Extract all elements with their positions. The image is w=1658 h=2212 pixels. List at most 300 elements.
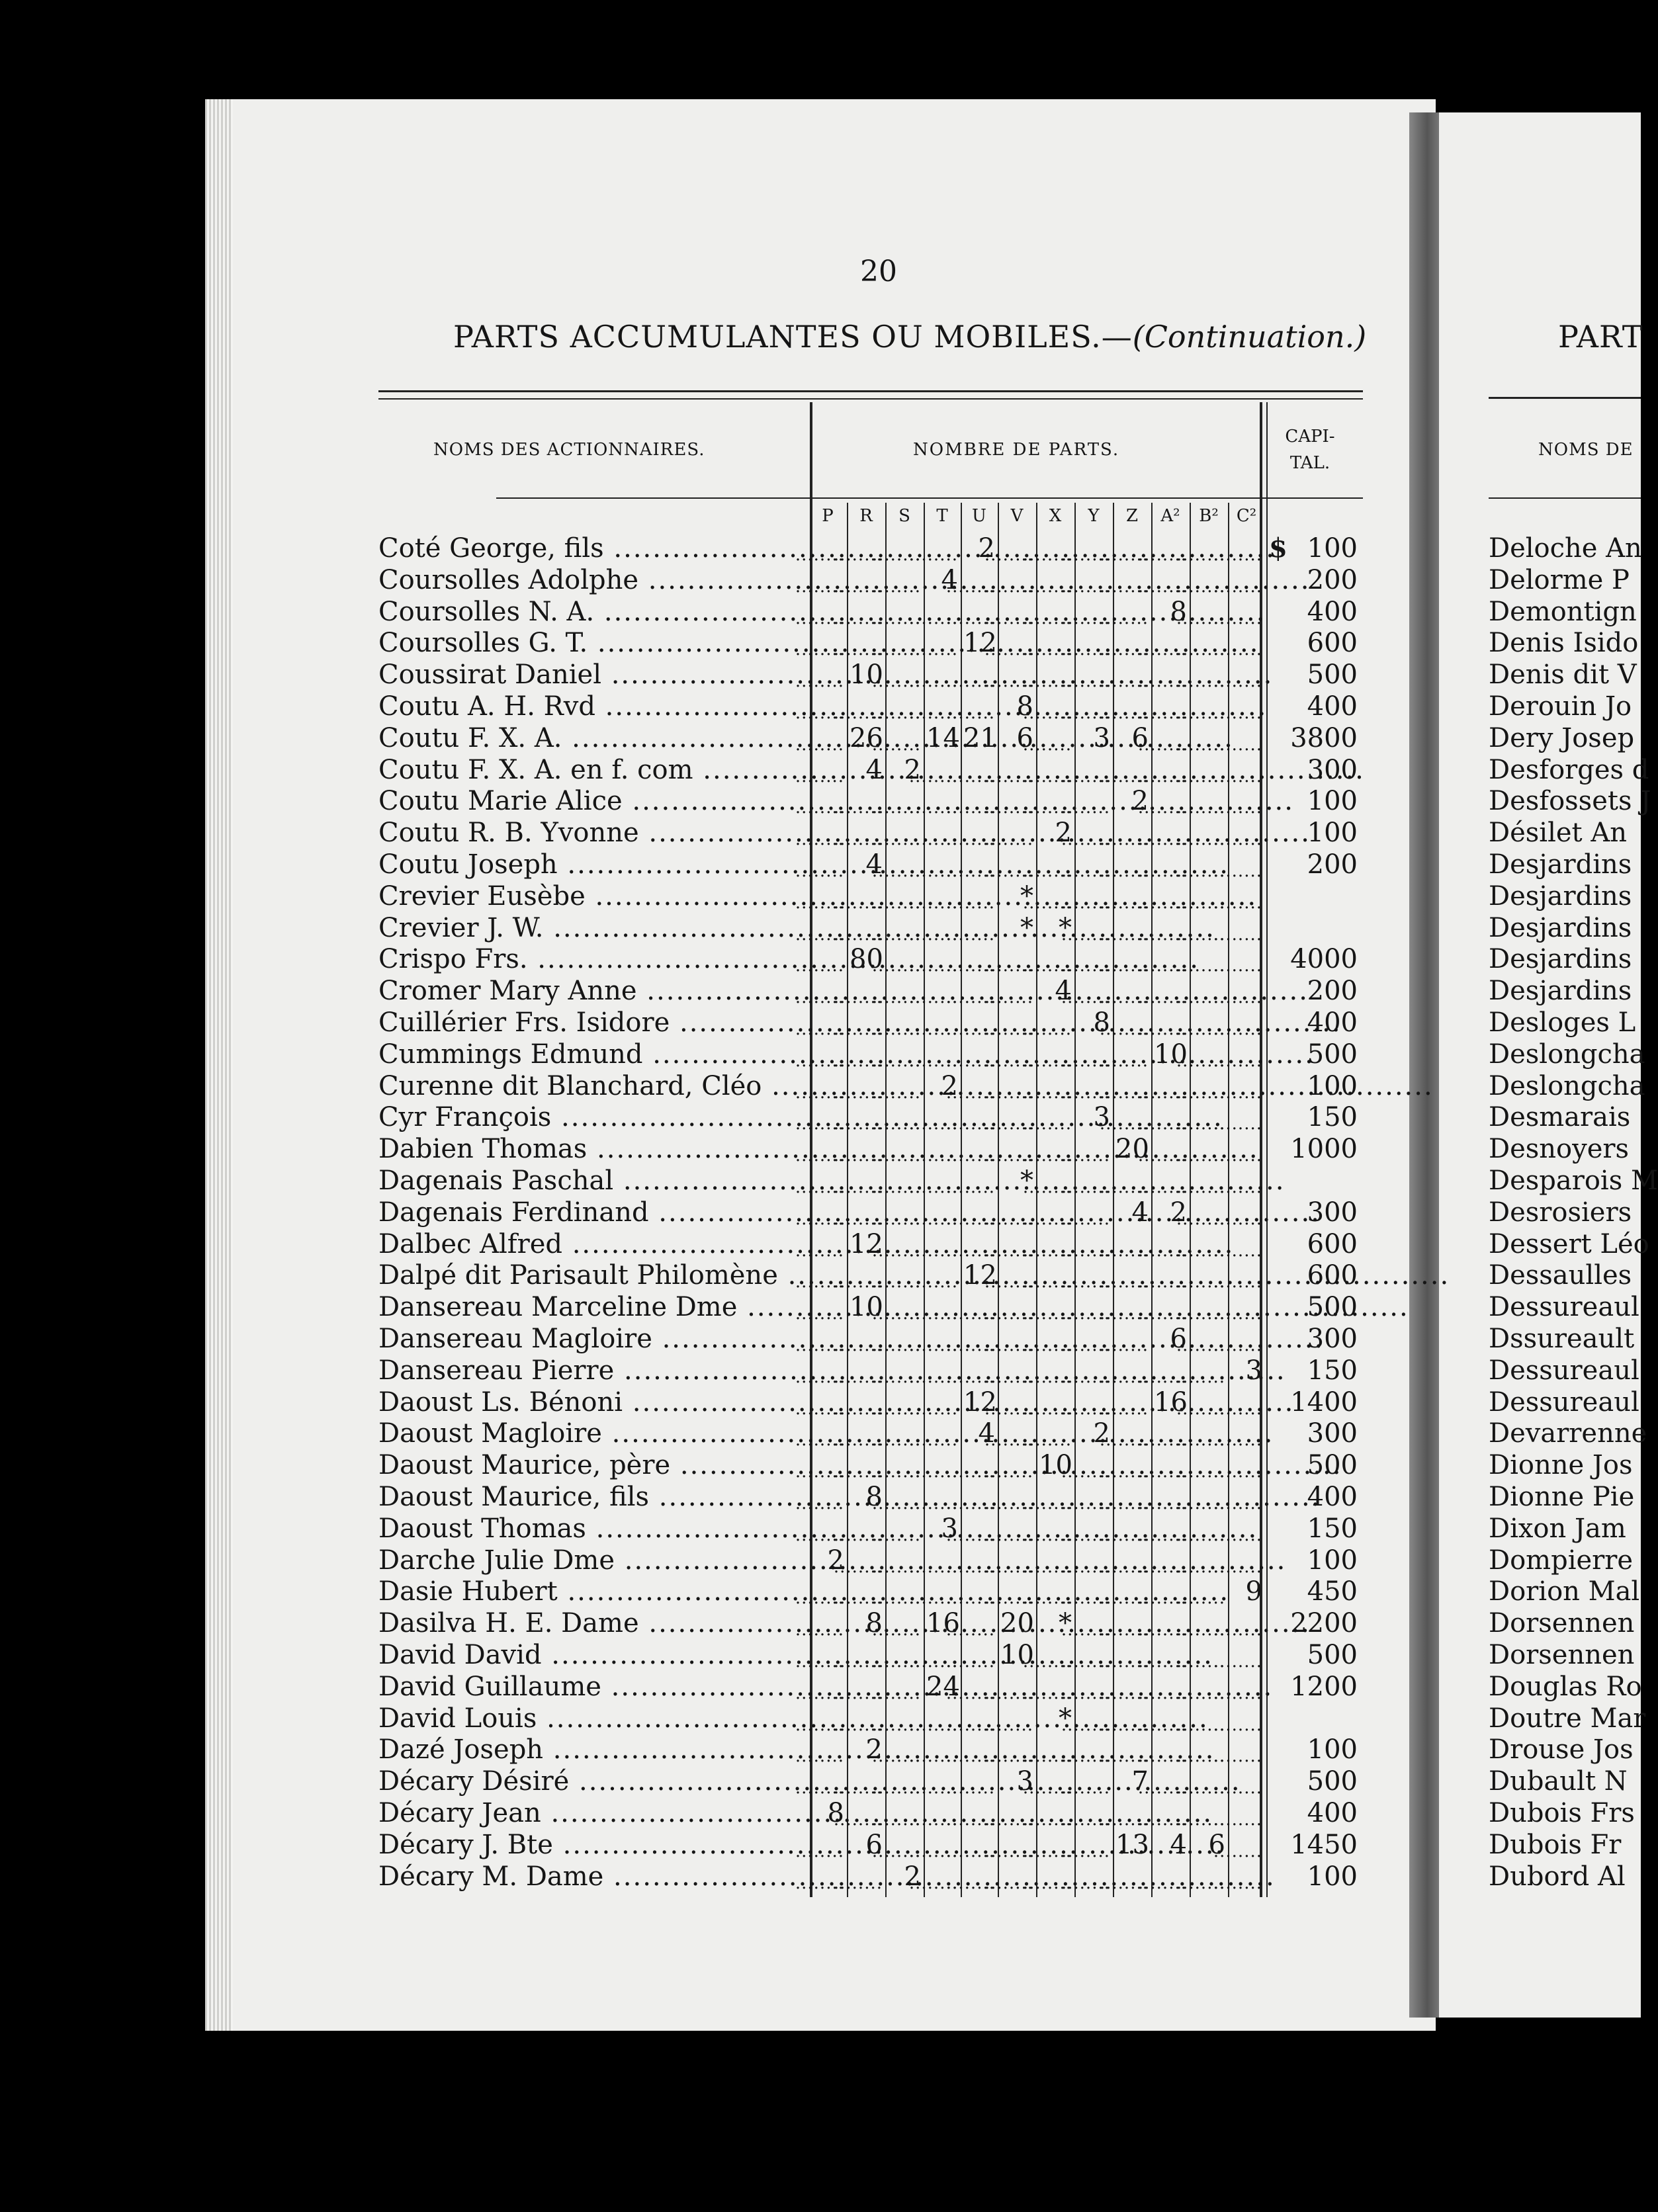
table-row: [0, 912, 1409, 944]
table-row: [0, 532, 1409, 564]
right-page-name: Dixon Jam: [1489, 1513, 1626, 1544]
share-count-cell: [1231, 1259, 1262, 1291]
shareholder-name: Coutu F. X. A. en f. com .....: [378, 754, 808, 786]
share-count-cell: [1231, 1671, 1262, 1703]
shareholder-name: Cummings Edmund .....: [378, 1039, 808, 1070]
shareholder-name: Daoust Maurice, fils .....: [378, 1481, 808, 1513]
right-page-name: Desparois M: [1489, 1166, 1658, 1196]
share-count-cell: [1231, 596, 1262, 628]
right-page-name: Désilet An: [1489, 818, 1627, 849]
right-page-name: Deslongcha: [1489, 1039, 1645, 1070]
share-count-cell: [1231, 1197, 1262, 1228]
capital-value: 150: [1307, 1102, 1358, 1133]
table-row: [0, 880, 1409, 912]
shareholder-name: Dansereau Pierre .....: [378, 1355, 808, 1386]
share-count-cell: [963, 691, 995, 722]
share-count-cell: 6: [1170, 1324, 1187, 1354]
share-count-cell: 2: [1131, 786, 1149, 817]
share-count-cell: [1231, 1829, 1262, 1861]
right-page-name: Desjardins: [1489, 912, 1632, 943]
shareholder-name: Dasie Hubert .....: [378, 1576, 808, 1607]
share-count-cell: [963, 1765, 995, 1797]
column-letter: P: [822, 506, 834, 526]
table-row: [0, 691, 1409, 722]
right-page-name: Delorme P: [1489, 564, 1630, 595]
share-count-cell: 4: [1170, 1829, 1187, 1860]
table-row: [0, 1576, 1409, 1607]
book-spine: [1409, 112, 1439, 2018]
shareholder-name: Daoust Thomas .....: [378, 1513, 808, 1545]
share-count-cell: 10: [1000, 1640, 1034, 1670]
share-count-cell: [1231, 1323, 1262, 1355]
header-bottom-rule: [496, 497, 1363, 499]
share-count-cell: 4: [1131, 1197, 1149, 1228]
share-count-cell: 12: [963, 1386, 997, 1418]
capital-value: 600: [1307, 1228, 1358, 1259]
capital-value: 1450: [1290, 1829, 1358, 1860]
share-count-cell: [1231, 627, 1262, 659]
share-count-cell: [1115, 1039, 1149, 1070]
shareholder-name: Crevier Eusèbe .....: [378, 880, 808, 912]
right-page-name: Devarrenne: [1489, 1418, 1647, 1449]
share-count-cell: 2: [827, 1545, 844, 1576]
table-row: [0, 1165, 1409, 1197]
right-page-names-header: NOMS DE: [1538, 440, 1634, 460]
share-count-cell: [1231, 1797, 1262, 1829]
column-letter: Y: [1088, 506, 1100, 526]
page-number: 20: [860, 255, 897, 288]
shareholder-name: Cyr François .....: [378, 1101, 808, 1133]
share-count-cell: [963, 912, 995, 944]
shareholder-name: Coutu A. H. Rvd .....: [378, 691, 808, 722]
shareholder-name: Cuillérier Frs. Isidore .....: [378, 1007, 808, 1039]
share-count-cell: [1115, 1386, 1149, 1418]
table-row: [0, 1386, 1409, 1418]
share-count-cell: *: [1020, 880, 1033, 912]
table-row: [0, 596, 1409, 628]
share-count-cell: 16: [926, 1608, 960, 1639]
column-letter: V: [1010, 506, 1024, 526]
share-count-cell: 10: [850, 659, 883, 691]
share-count-cell: *: [1020, 912, 1033, 943]
share-count-cell: *: [1020, 1166, 1033, 1196]
share-count-cell: [811, 722, 844, 754]
share-count-cell: [850, 1861, 883, 1893]
share-count-cell: 16: [1154, 1386, 1188, 1418]
shareholder-name: Dabien Thomas .....: [378, 1133, 808, 1165]
table-row: [0, 1418, 1409, 1449]
table-row: [0, 1228, 1409, 1260]
shareholder-name: Dansereau Magloire .....: [378, 1323, 808, 1355]
share-count-cell: 8: [865, 1608, 883, 1639]
share-count-cell: [1231, 1228, 1262, 1260]
share-count-cell: [1231, 1765, 1262, 1797]
right-page-name: Desrosiers: [1489, 1197, 1632, 1228]
right-page-name: Demontign: [1489, 596, 1637, 627]
table-row: [0, 1197, 1409, 1228]
shareholder-name: David David .....: [378, 1639, 808, 1671]
share-count-cell: [1231, 722, 1262, 754]
share-count-cell: [1231, 1639, 1262, 1671]
right-page-name: Desloges L: [1489, 1007, 1636, 1038]
share-count-cell: [1077, 1829, 1110, 1861]
shareholder-name: Coutu R. B. Yvonne .....: [378, 817, 808, 849]
right-page-name: Denis dit V: [1489, 659, 1637, 691]
share-count-cell: 6: [1208, 1829, 1225, 1860]
capital-value: 300: [1307, 1197, 1358, 1228]
share-count-cell: 8: [1170, 596, 1187, 627]
share-count-cell: 8: [1093, 1007, 1110, 1038]
right-page-name: Dubois Fr: [1489, 1829, 1622, 1860]
share-count-cell: 20: [1115, 1134, 1149, 1165]
shareholder-name: Darche Julie Dme .....: [378, 1545, 808, 1576]
share-count-cell: 21: [963, 722, 997, 753]
table-row: [0, 1291, 1409, 1323]
table-top-rule: [378, 390, 1363, 392]
capital-value: 200: [1307, 564, 1358, 595]
table-row: [0, 1007, 1409, 1039]
table-row: [0, 564, 1409, 596]
column-letter: A²: [1160, 506, 1180, 526]
shareholder-name: Dagenais Paschal .....: [378, 1165, 808, 1197]
currency-symbol: $: [1269, 532, 1287, 564]
share-count-cell: 2: [1055, 818, 1072, 849]
share-count-cell: [926, 1418, 958, 1449]
capital-value: 400: [1307, 596, 1358, 627]
right-page-name: Drouse Jos: [1489, 1734, 1634, 1765]
shareholder-name: Décary Désiré .....: [378, 1765, 808, 1797]
share-count-cell: 12: [963, 1260, 997, 1291]
share-count-cell: [1231, 754, 1262, 786]
table-row: [0, 1323, 1409, 1355]
share-count-cell: [1231, 1545, 1262, 1576]
page-title: PARTS ACCUMULANTES OU MOBILES.—(Continuation.): [453, 319, 1367, 355]
table-row: [0, 1861, 1409, 1893]
capital-value: 100: [1307, 1545, 1358, 1576]
share-count-cell: 4: [865, 849, 883, 880]
right-page-top-rule: [1489, 397, 1641, 399]
share-count-cell: [811, 754, 844, 786]
share-count-cell: 12: [850, 1228, 883, 1259]
table-row: [0, 1639, 1409, 1671]
share-count-cell: 2: [865, 1734, 883, 1765]
right-page-name: Dessureaul: [1489, 1386, 1639, 1418]
right-page-header-rule: [1489, 497, 1641, 499]
shareholder-name: Dansereau Marceline Dme .....: [378, 1291, 808, 1323]
shareholder-name: Coursolles G. T. .....: [378, 627, 808, 659]
share-count-cell: 4: [941, 564, 958, 595]
capital-value: 500: [1307, 1766, 1358, 1797]
table-row: [0, 1765, 1409, 1797]
right-page-name: Desjardins: [1489, 880, 1632, 912]
share-count-cell: [1231, 691, 1262, 722]
shareholder-name: Coussirat Daniel .....: [378, 659, 808, 691]
capital-value: 1400: [1290, 1386, 1358, 1418]
shareholder-name: Crevier J. W. .....: [378, 912, 808, 944]
table-row: [0, 785, 1409, 817]
column-letter: C²: [1236, 506, 1257, 526]
share-count-cell: 20: [1000, 1608, 1034, 1639]
share-count-cell: [1039, 1007, 1072, 1039]
share-count-cell: [1077, 1133, 1110, 1165]
column-letter: X: [1049, 506, 1062, 526]
share-count-cell: [1231, 1101, 1262, 1133]
share-count-cell: [1231, 1386, 1262, 1418]
share-count-cell: 3: [941, 1513, 958, 1544]
table-row: [0, 1607, 1409, 1639]
capital-value: 400: [1307, 691, 1358, 722]
share-count-cell: 10: [1154, 1039, 1188, 1070]
shareholder-name: Décary J. Bte .....: [378, 1829, 808, 1861]
share-count-cell: *: [1059, 1608, 1072, 1639]
right-page-name: Dessert Léo: [1489, 1228, 1649, 1259]
table-row: [0, 1797, 1409, 1829]
share-count-cell: [1231, 1513, 1262, 1545]
share-count-cell: [811, 1607, 844, 1639]
right-page-name: Desforges d: [1489, 754, 1649, 785]
shareholder-name: Décary M. Dame .....: [378, 1861, 808, 1893]
shareholder-name: Coutu F. X. A. .....: [378, 722, 808, 754]
shareholder-name: Coursolles N. A. .....: [378, 596, 808, 628]
capital-value: 100: [1307, 786, 1358, 817]
column-letter: T: [936, 506, 948, 526]
share-count-cell: [1231, 817, 1262, 849]
share-count-cell: 80: [850, 944, 883, 975]
capital-value: 400: [1307, 1798, 1358, 1828]
right-page-name: Desnoyers: [1489, 1134, 1630, 1165]
capital-value: 2200: [1290, 1608, 1358, 1639]
shareholder-name: David Guillaume .....: [378, 1671, 808, 1703]
share-count-cell: [1231, 975, 1262, 1007]
share-count-cell: [1231, 912, 1262, 944]
table-row: [0, 1355, 1409, 1386]
capital-value: 3800: [1290, 722, 1358, 753]
shares-column-header: NOMBRE DE PARTS.: [913, 440, 1120, 460]
right-page-name: Deloche An: [1489, 533, 1642, 564]
right-page-name: Dubault N: [1489, 1766, 1628, 1797]
share-count-cell: 2: [941, 1070, 958, 1101]
share-count-cell: [926, 627, 958, 659]
share-count-cell: [888, 722, 921, 754]
share-count-cell: *: [1059, 1703, 1072, 1734]
capital-value: 300: [1307, 1418, 1358, 1449]
share-count-cell: 4: [1055, 976, 1072, 1007]
share-count-cell: 4: [978, 1418, 995, 1449]
right-page-name: Dessureaul: [1489, 1355, 1639, 1386]
share-count-cell: 2: [1093, 1418, 1110, 1449]
capital-value: 200: [1307, 976, 1358, 1007]
share-count-cell: [963, 1607, 995, 1639]
capital-value: 500: [1307, 1039, 1358, 1070]
shareholder-name: Curenne dit Blanchard, Cléo .....: [378, 1070, 808, 1102]
table-row: [0, 1449, 1409, 1481]
share-count-cell: [1077, 785, 1110, 817]
share-count-cell: [1231, 532, 1262, 564]
table-row: [0, 1481, 1409, 1513]
shareholder-name: Crispo Frs. .....: [378, 943, 808, 975]
share-count-cell: [1231, 1165, 1262, 1197]
shareholder-name: Coursolles Adolphe .....: [378, 564, 808, 596]
share-count-cell: [1231, 849, 1262, 880]
capital-value: 100: [1307, 818, 1358, 849]
right-page-name: Dorsennen: [1489, 1640, 1635, 1670]
right-page-name: Denis Isido: [1489, 628, 1639, 659]
share-count-cell: 3: [1016, 1766, 1033, 1797]
table-row: [0, 1101, 1409, 1133]
shareholder-name: Décary Jean .....: [378, 1797, 808, 1829]
share-count-cell: [1231, 1070, 1262, 1102]
capital-value: 300: [1307, 1324, 1358, 1354]
share-count-cell: [811, 849, 844, 880]
share-count-cell: [1231, 785, 1262, 817]
share-count-cell: [1192, 1576, 1225, 1607]
column-letter: S: [898, 506, 910, 526]
share-count-cell: 6: [865, 1829, 883, 1860]
column-letter: R: [859, 506, 873, 526]
right-page-name: Dompierre: [1489, 1545, 1634, 1576]
share-count-cell: [811, 1734, 844, 1765]
shareholder-name: David Louis .....: [378, 1703, 808, 1734]
table-row: [0, 1070, 1409, 1102]
share-count-cell: [888, 1513, 921, 1545]
capital-value: 100: [1307, 1861, 1358, 1892]
share-count-cell: [1192, 1355, 1225, 1386]
share-count-cell: *: [1059, 912, 1072, 943]
share-count-cell: [1231, 1039, 1262, 1070]
table-row: [0, 722, 1409, 754]
capital-value: 600: [1307, 628, 1358, 659]
right-page-name: Dorion Mal: [1489, 1576, 1640, 1607]
share-count-cell: [1039, 1101, 1072, 1133]
capital-value: 600: [1307, 1260, 1358, 1291]
share-count-cell: 2: [904, 754, 921, 785]
shareholder-name: Coutu Joseph .....: [378, 849, 808, 880]
share-count-cell: 7: [1131, 1766, 1149, 1797]
table-row: [0, 627, 1409, 659]
share-count-cell: [888, 564, 921, 596]
share-count-cell: [811, 1228, 844, 1260]
shareholder-name: Dalbec Alfred .....: [378, 1228, 808, 1260]
share-count-cell: [1231, 1007, 1262, 1039]
share-count-cell: [1231, 1449, 1262, 1481]
table-row: [0, 659, 1409, 691]
share-count-cell: [1231, 564, 1262, 596]
share-count-cell: [1115, 1323, 1149, 1355]
share-count-cell: [1039, 1418, 1072, 1449]
capital-value: 1000: [1290, 1134, 1358, 1165]
share-count-cell: 8: [1016, 691, 1033, 722]
shareholder-name: Coté George, fils .....: [378, 532, 808, 564]
share-count-cell: 26: [850, 722, 883, 753]
right-page-name: Dery Josep: [1489, 722, 1635, 753]
share-count-cell: [926, 1386, 958, 1418]
right-page-name: Dionne Pie: [1489, 1482, 1635, 1512]
capital-value: 300: [1307, 754, 1358, 785]
share-count-cell: 13: [1115, 1829, 1149, 1860]
share-count-cell: 9: [1245, 1576, 1262, 1607]
right-page-name: Dionne Jos: [1489, 1450, 1633, 1481]
capital-value: 150: [1307, 1513, 1358, 1544]
right-page-title: PART: [1558, 319, 1643, 355]
share-count-cell: [811, 943, 844, 975]
share-count-cell: [1115, 596, 1149, 628]
share-count-cell: [1231, 1291, 1262, 1323]
capital-value: 100: [1307, 533, 1358, 564]
column-letter: Z: [1125, 506, 1139, 526]
table-row: [0, 1734, 1409, 1765]
share-count-cell: 6: [1131, 722, 1149, 753]
right-page-name: Dubois Frs: [1489, 1798, 1635, 1828]
table-row: [0, 1829, 1409, 1861]
right-page-name: Deslongcha: [1489, 1070, 1645, 1101]
shareholder-name: Dagenais Ferdinand .....: [378, 1197, 808, 1228]
share-count-cell: [1231, 1481, 1262, 1513]
share-count-cell: [1000, 1449, 1033, 1481]
right-page-name: Desjardins: [1489, 976, 1632, 1007]
capital-value: 200: [1307, 849, 1358, 880]
table-row: [0, 1513, 1409, 1545]
share-count-cell: [963, 880, 995, 912]
table-row: [0, 943, 1409, 975]
right-page-name: Desjardins: [1489, 849, 1632, 880]
share-count-cell: 8: [865, 1482, 883, 1512]
capital-value: 1200: [1290, 1671, 1358, 1702]
table-row: [0, 1133, 1409, 1165]
share-count-cell: [1231, 880, 1262, 912]
capital-value: 500: [1307, 1640, 1358, 1670]
right-page-name: Desjardins: [1489, 944, 1632, 975]
table-row: [0, 1545, 1409, 1576]
right-page-name: Dessaulles: [1489, 1260, 1632, 1291]
share-count-cell: [1231, 1418, 1262, 1449]
share-count-cell: 6: [1016, 722, 1033, 753]
share-count-cell: [888, 1607, 921, 1639]
share-count-cell: [1000, 975, 1033, 1007]
share-count-cell: [1077, 1765, 1110, 1797]
right-page-name: Derouin Jo: [1489, 691, 1632, 722]
capital-value: 500: [1307, 1450, 1358, 1481]
capital-value: 4000: [1290, 944, 1358, 975]
share-count-cell: 3: [1093, 722, 1110, 753]
share-count-cell: 24: [926, 1671, 960, 1702]
share-count-cell: [888, 1070, 921, 1102]
share-count-cell: [1039, 722, 1072, 754]
shareholder-name: Dasilva H. E. Dame .....: [378, 1607, 808, 1639]
table-row: [0, 754, 1409, 786]
shareholder-name: Dalpé dit Parisault Philomène .....: [378, 1259, 808, 1291]
share-count-cell: 8: [827, 1798, 844, 1828]
share-count-cell: [1231, 659, 1262, 691]
right-page-name: Desmarais: [1489, 1102, 1631, 1133]
share-count-cell: [1231, 943, 1262, 975]
share-count-cell: 2: [978, 533, 995, 564]
capital-value: 500: [1307, 659, 1358, 691]
right-page-name: Desfossets J: [1489, 786, 1651, 817]
shareholder-name: Daoust Ls. Bénoni .....: [378, 1386, 808, 1418]
right-page-name: Dorsennen: [1489, 1608, 1635, 1639]
capital-column-header: CAPI- TAL.: [1285, 427, 1335, 473]
shareholder-name: Coutu Marie Alice .....: [378, 785, 808, 817]
right-page-name: Douglas Ro: [1489, 1671, 1642, 1702]
table-row: [0, 1671, 1409, 1703]
capital-value: 400: [1307, 1482, 1358, 1512]
table-row: [0, 1259, 1409, 1291]
share-count-cell: 4: [865, 754, 883, 785]
table-row: [0, 1703, 1409, 1734]
share-count-cell: [1000, 1703, 1033, 1734]
share-count-cell: [1231, 1703, 1262, 1734]
share-count-cell: [926, 1259, 958, 1291]
